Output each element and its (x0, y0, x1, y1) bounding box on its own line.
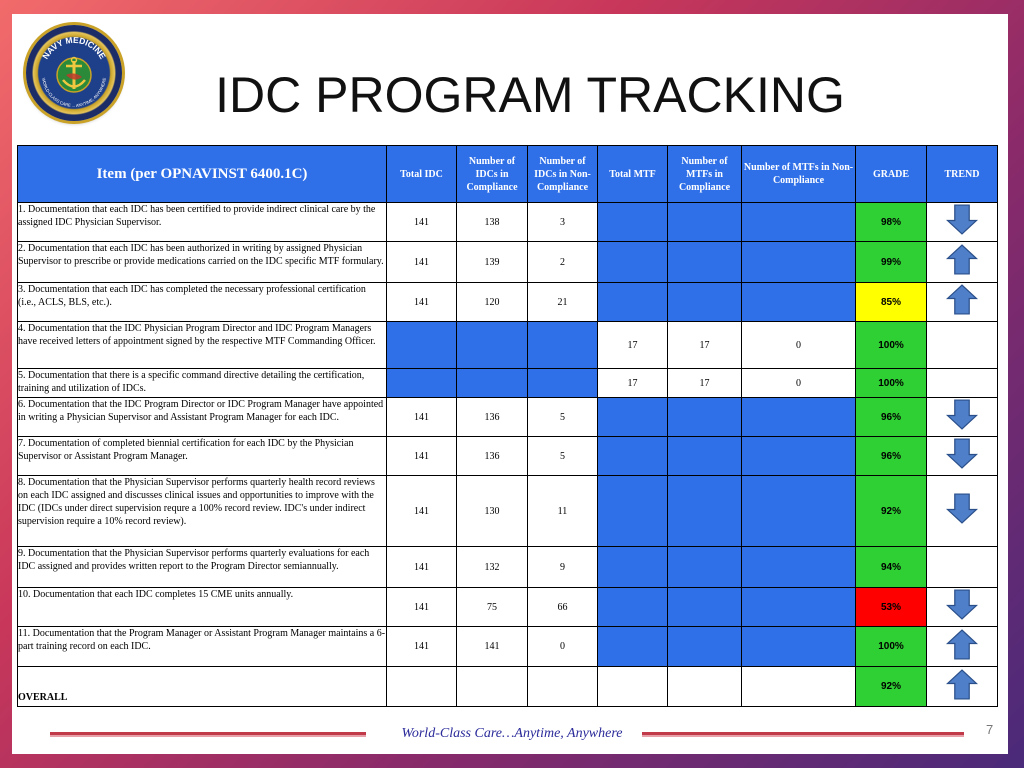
table-row (18, 322, 998, 369)
table-row (18, 437, 998, 476)
row-item-text: 6. Documentation that the IDC Program Director or IDC Program Manager have appointed in writing a Physician Supervisor and Assistant Program Manager for each IDC. (18, 398, 387, 437)
cell-mtf-noncompliance: 0 (742, 369, 856, 398)
row-item-text: 11. Documentation that the Program Manager or Assistant Program Manager maintains a 6-part training record on each IDC. (18, 627, 387, 667)
arrow-down-icon (945, 398, 979, 431)
row-item-text: 2. Documentation that each IDC has been authorized in writing by assigned Physician Supervisor to prescribe or provide medications carried on the IDC specific MTF formulary. (18, 242, 387, 283)
logo-subtext: WORLD-CLASS CARE ... ANYTIME, ANYWHERE (41, 77, 107, 109)
empty-cell (528, 667, 598, 707)
grade-cell: 53% (856, 588, 927, 627)
cell-idc-compliance: 136 (457, 398, 528, 437)
cell-total-idc: 141 (387, 547, 457, 588)
anchor-emblem-icon (26, 25, 122, 121)
table-header-row (18, 146, 998, 203)
grade-cell: 100% (856, 322, 927, 369)
arrow-up-icon (945, 628, 979, 661)
empty-cell (387, 667, 457, 707)
arrow-down-icon (945, 588, 979, 621)
navy-medicine-logo (26, 25, 122, 121)
cell-mtf-compliance (668, 588, 742, 627)
cell-total-mtf (598, 627, 668, 667)
logo-text: NAVY MEDICINE (40, 34, 108, 61)
cell-idc-compliance: 120 (457, 283, 528, 322)
trend-cell (927, 437, 998, 476)
table-row (18, 203, 998, 242)
cell-mtf-compliance (668, 627, 742, 667)
header-total-idc: Total IDC (387, 146, 457, 203)
grade-cell: 94% (856, 547, 927, 588)
row-item-text: 3. Documentation that each IDC has completed the necessary professional certification (i.e., ACLS, BLS, etc.). (18, 283, 387, 322)
table-row (18, 627, 998, 667)
cell-total-idc (387, 369, 457, 398)
table-row (18, 547, 998, 588)
cell-idc-noncompliance: 3 (528, 203, 598, 242)
cell-mtf-noncompliance (742, 476, 856, 547)
trend-cell (927, 588, 998, 627)
arrow-up-icon (945, 283, 979, 316)
table-row (18, 398, 998, 437)
cell-idc-noncompliance (528, 369, 598, 398)
cell-idc-compliance: 138 (457, 203, 528, 242)
row-item-text: OVERALL (18, 667, 387, 707)
cell-total-idc: 141 (387, 627, 457, 667)
cell-total-idc (387, 322, 457, 369)
grade-cell: 100% (856, 627, 927, 667)
cell-mtf-noncompliance (742, 203, 856, 242)
cell-total-idc: 141 (387, 203, 457, 242)
cell-mtf-compliance (668, 547, 742, 588)
row-item-text: 10. Documentation that each IDC completes 15 CME units annually. (18, 588, 387, 627)
cell-idc-compliance (457, 369, 528, 398)
row-item-text: 8. Documentation that the Physician Supervisor performs quarterly health record reviews on each IDC assigned and discusses clinical issues and opportunities to improve with the IDC (IDCs under direct supervision requre a 100% record review. IDC's under indirect supervision require a 10% record review). (18, 476, 387, 547)
trend-cell (927, 283, 998, 322)
table-row (18, 242, 998, 283)
row-item-text: 9. Documentation that the Physician Supervisor performs quarterly evaluations for each IDC assigned and provides written report to the Program Director semiannually. (18, 547, 387, 588)
cell-total-mtf (598, 242, 668, 283)
grade-cell: 92% (856, 476, 927, 547)
grade-cell: 85% (856, 283, 927, 322)
cell-mtf-compliance (668, 437, 742, 476)
header-item: Item (per OPNAVINST 6400.1C) (18, 146, 387, 203)
cell-mtf-compliance: 17 (668, 369, 742, 398)
empty-cell (742, 667, 856, 707)
cell-mtf-noncompliance (742, 588, 856, 627)
cell-total-mtf (598, 398, 668, 437)
cell-total-idc: 141 (387, 242, 457, 283)
table-row (18, 476, 998, 547)
cell-mtf-noncompliance (742, 437, 856, 476)
arrow-down-icon (945, 203, 979, 236)
cell-idc-noncompliance: 66 (528, 588, 598, 627)
empty-cell (598, 667, 668, 707)
cell-idc-noncompliance: 11 (528, 476, 598, 547)
cell-idc-compliance (457, 322, 528, 369)
trend-cell (927, 398, 998, 437)
row-item-text: 7. Documentation of completed biennial certification for each IDC by the Physician Supervisor or Assistant Program Manager. (18, 437, 387, 476)
header-trend: TREND (927, 146, 998, 203)
cell-total-idc: 141 (387, 437, 457, 476)
cell-mtf-compliance: 17 (668, 322, 742, 369)
cell-idc-compliance: 132 (457, 547, 528, 588)
arrow-down-icon (945, 492, 979, 525)
cell-total-idc: 141 (387, 398, 457, 437)
cell-total-mtf (598, 547, 668, 588)
grade-cell: 96% (856, 437, 927, 476)
cell-mtf-compliance (668, 242, 742, 283)
trend-cell (927, 667, 998, 707)
cell-total-mtf (598, 283, 668, 322)
cell-idc-noncompliance: 2 (528, 242, 598, 283)
cell-total-idc: 141 (387, 476, 457, 547)
cell-total-mtf (598, 588, 668, 627)
trend-cell (927, 322, 998, 369)
cell-idc-noncompliance (528, 322, 598, 369)
row-item-text: 4. Documentation that the IDC Physician Program Director and IDC Program Managers have received letters of appointment signed by the respective MTF Commanding Officer. (18, 322, 387, 369)
trend-cell (927, 369, 998, 398)
header-mtf-noncompliance: Number of MTFs in Non- Compliance (742, 146, 856, 203)
cell-mtf-compliance (668, 398, 742, 437)
cell-mtf-compliance (668, 283, 742, 322)
trend-cell (927, 627, 998, 667)
trend-cell (927, 242, 998, 283)
cell-mtf-noncompliance (742, 242, 856, 283)
cell-mtf-compliance (668, 203, 742, 242)
table-row (18, 369, 998, 398)
empty-cell (668, 667, 742, 707)
table-row (18, 283, 998, 322)
grade-cell: 100% (856, 369, 927, 398)
cell-total-mtf: 17 (598, 322, 668, 369)
grade-cell: 98% (856, 203, 927, 242)
header-mtf-compliance: Number of MTFs in Compliance (668, 146, 742, 203)
trend-cell (927, 547, 998, 588)
header-idc-compliance: Number of IDCs in Compliance (457, 146, 528, 203)
cell-total-mtf: 17 (598, 369, 668, 398)
cell-idc-compliance: 141 (457, 627, 528, 667)
cell-mtf-noncompliance (742, 398, 856, 437)
trend-cell (927, 476, 998, 547)
cell-idc-compliance: 75 (457, 588, 528, 627)
page-number: 7 (986, 722, 994, 737)
cell-mtf-compliance (668, 476, 742, 547)
table-row (18, 588, 998, 627)
trend-cell (927, 203, 998, 242)
tracking-table (17, 145, 998, 707)
header-grade: GRADE (856, 146, 927, 203)
cell-idc-noncompliance: 9 (528, 547, 598, 588)
cell-mtf-noncompliance (742, 283, 856, 322)
cell-total-mtf (598, 437, 668, 476)
cell-total-mtf (598, 203, 668, 242)
slide-title: IDC PROGRAM TRACKING (215, 67, 845, 123)
row-item-text: 1. Documentation that each IDC has been certified to provide indirect clinical care by the assigned IDC Physician Supervisor. (18, 203, 387, 242)
cell-total-idc: 141 (387, 283, 457, 322)
header-idc-noncompliance: Number of IDCs in Non-Compliance (528, 146, 598, 203)
cell-idc-compliance: 139 (457, 242, 528, 283)
cell-mtf-noncompliance (742, 627, 856, 667)
cell-idc-noncompliance: 5 (528, 437, 598, 476)
grade-cell: 99% (856, 242, 927, 283)
row-item-text: 5. Documentation that there is a specific command directive detailing the certification, training and utilization of IDCs. (18, 369, 387, 398)
cell-idc-noncompliance: 21 (528, 283, 598, 322)
arrow-up-icon (945, 243, 979, 276)
cell-idc-compliance: 136 (457, 437, 528, 476)
cell-total-idc: 141 (387, 588, 457, 627)
cell-idc-compliance: 130 (457, 476, 528, 547)
cell-total-mtf (598, 476, 668, 547)
cell-mtf-noncompliance (742, 547, 856, 588)
table-row-overall (18, 667, 998, 707)
cell-mtf-noncompliance: 0 (742, 322, 856, 369)
grade-cell: 92% (856, 667, 927, 707)
arrow-up-icon (945, 668, 979, 701)
arrow-down-icon (945, 437, 979, 470)
header-total-mtf: Total MTF (598, 146, 668, 203)
grade-cell: 96% (856, 398, 927, 437)
cell-idc-noncompliance: 0 (528, 627, 598, 667)
empty-cell (457, 667, 528, 707)
footer-tagline: World-Class Care…Anytime, Anywhere (401, 726, 623, 741)
cell-idc-noncompliance: 5 (528, 398, 598, 437)
